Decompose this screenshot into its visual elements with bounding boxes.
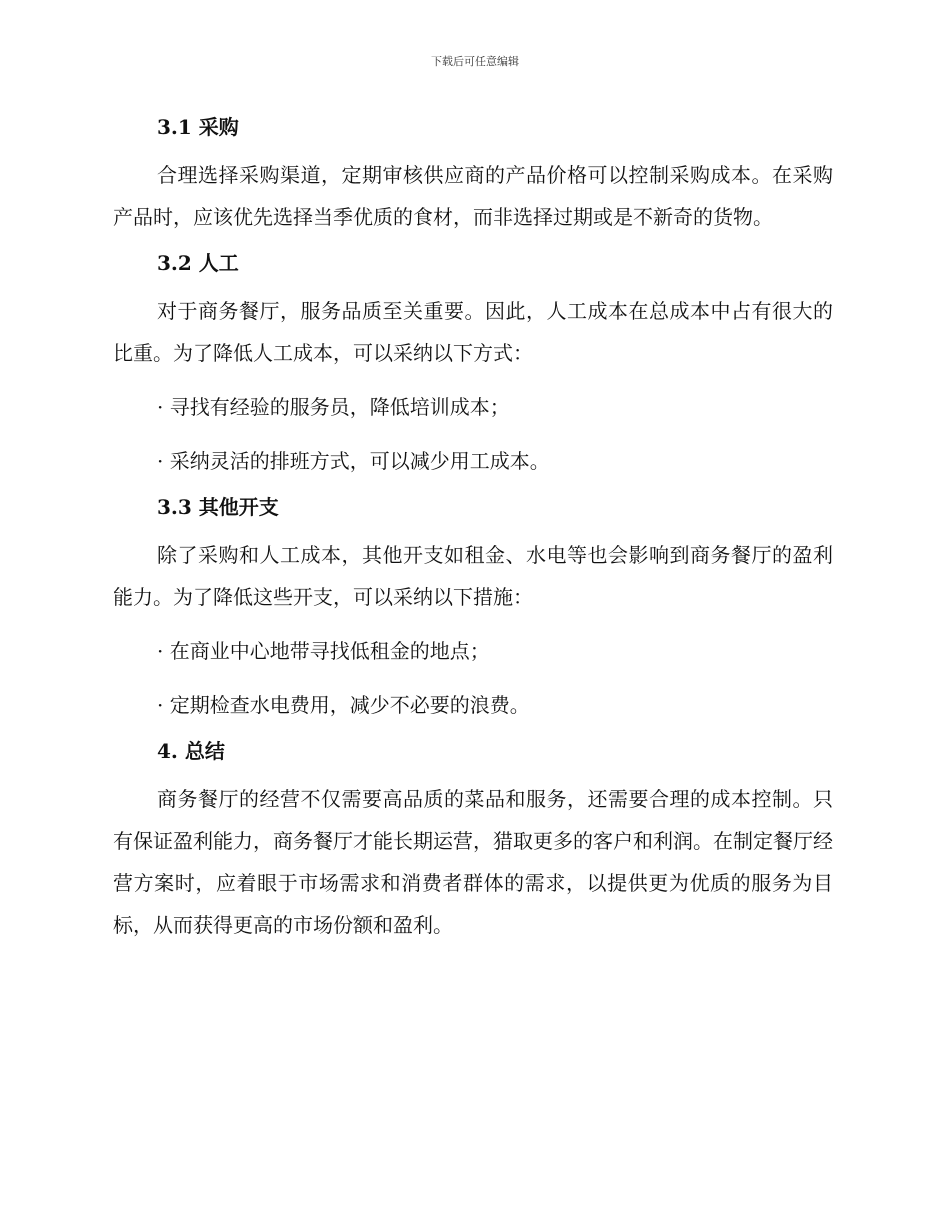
paragraph-other-expenses: 除了采购和人工成本，其他开支如租金、水电等也会影响到商务餐厅的盈利能力。为了降低这些开支，可以采纳以下措施：	[113, 543, 833, 609]
section-heading-summary: 4. 总结	[157, 739, 225, 763]
bullet-item: · 定期检查水电费用，减少不必要的浪费。	[157, 693, 530, 717]
page-header: 下载后可任意编辑	[431, 55, 519, 68]
section-purchase	[113, 112, 833, 238]
section-heading-other-expenses: 3.3 其他开支	[157, 495, 279, 519]
paragraph-labor: 对于商务餐厅，服务品质至关重要。因此，人工成本在总成本中占有很大的比重。为了降低人工成本，可以采纳以下方式：	[113, 299, 833, 365]
bullet-item: · 采纳灵活的排班方式，可以减少用工成本。	[157, 449, 550, 473]
bullet-item: · 在商业中心地带寻找低租金的地点；	[157, 639, 490, 663]
paragraph-purchase: 合理选择采购渠道，定期审核供应商的产品价格可以控制采购成本。在采购产品时，应该优先选择当季优质的食材，而非选择过期或是不新奇的货物。	[113, 163, 833, 229]
paragraph-summary: 商务餐厅的经营不仅需要高品质的菜品和服务，还需要合理的成本控制。只有保证盈利能力，商务餐厅才能长期运营，猎取更多的客户和利润。在制定餐厅经营方案时，应着眼于市场需求和消费者群体的需求，以提供更为优质的服务为目标，从而获得更高的市场份额和盈利。	[113, 787, 833, 937]
bullet-item: · 寻找有经验的服务员，降低培训成本；	[157, 395, 510, 419]
document-body	[113, 112, 833, 946]
section-labor	[113, 248, 833, 482]
section-heading-labor: 3.2 人工	[157, 251, 239, 275]
section-other-expenses	[113, 492, 833, 726]
section-summary	[113, 736, 833, 946]
section-heading-purchase: 3.1 采购	[157, 115, 239, 139]
